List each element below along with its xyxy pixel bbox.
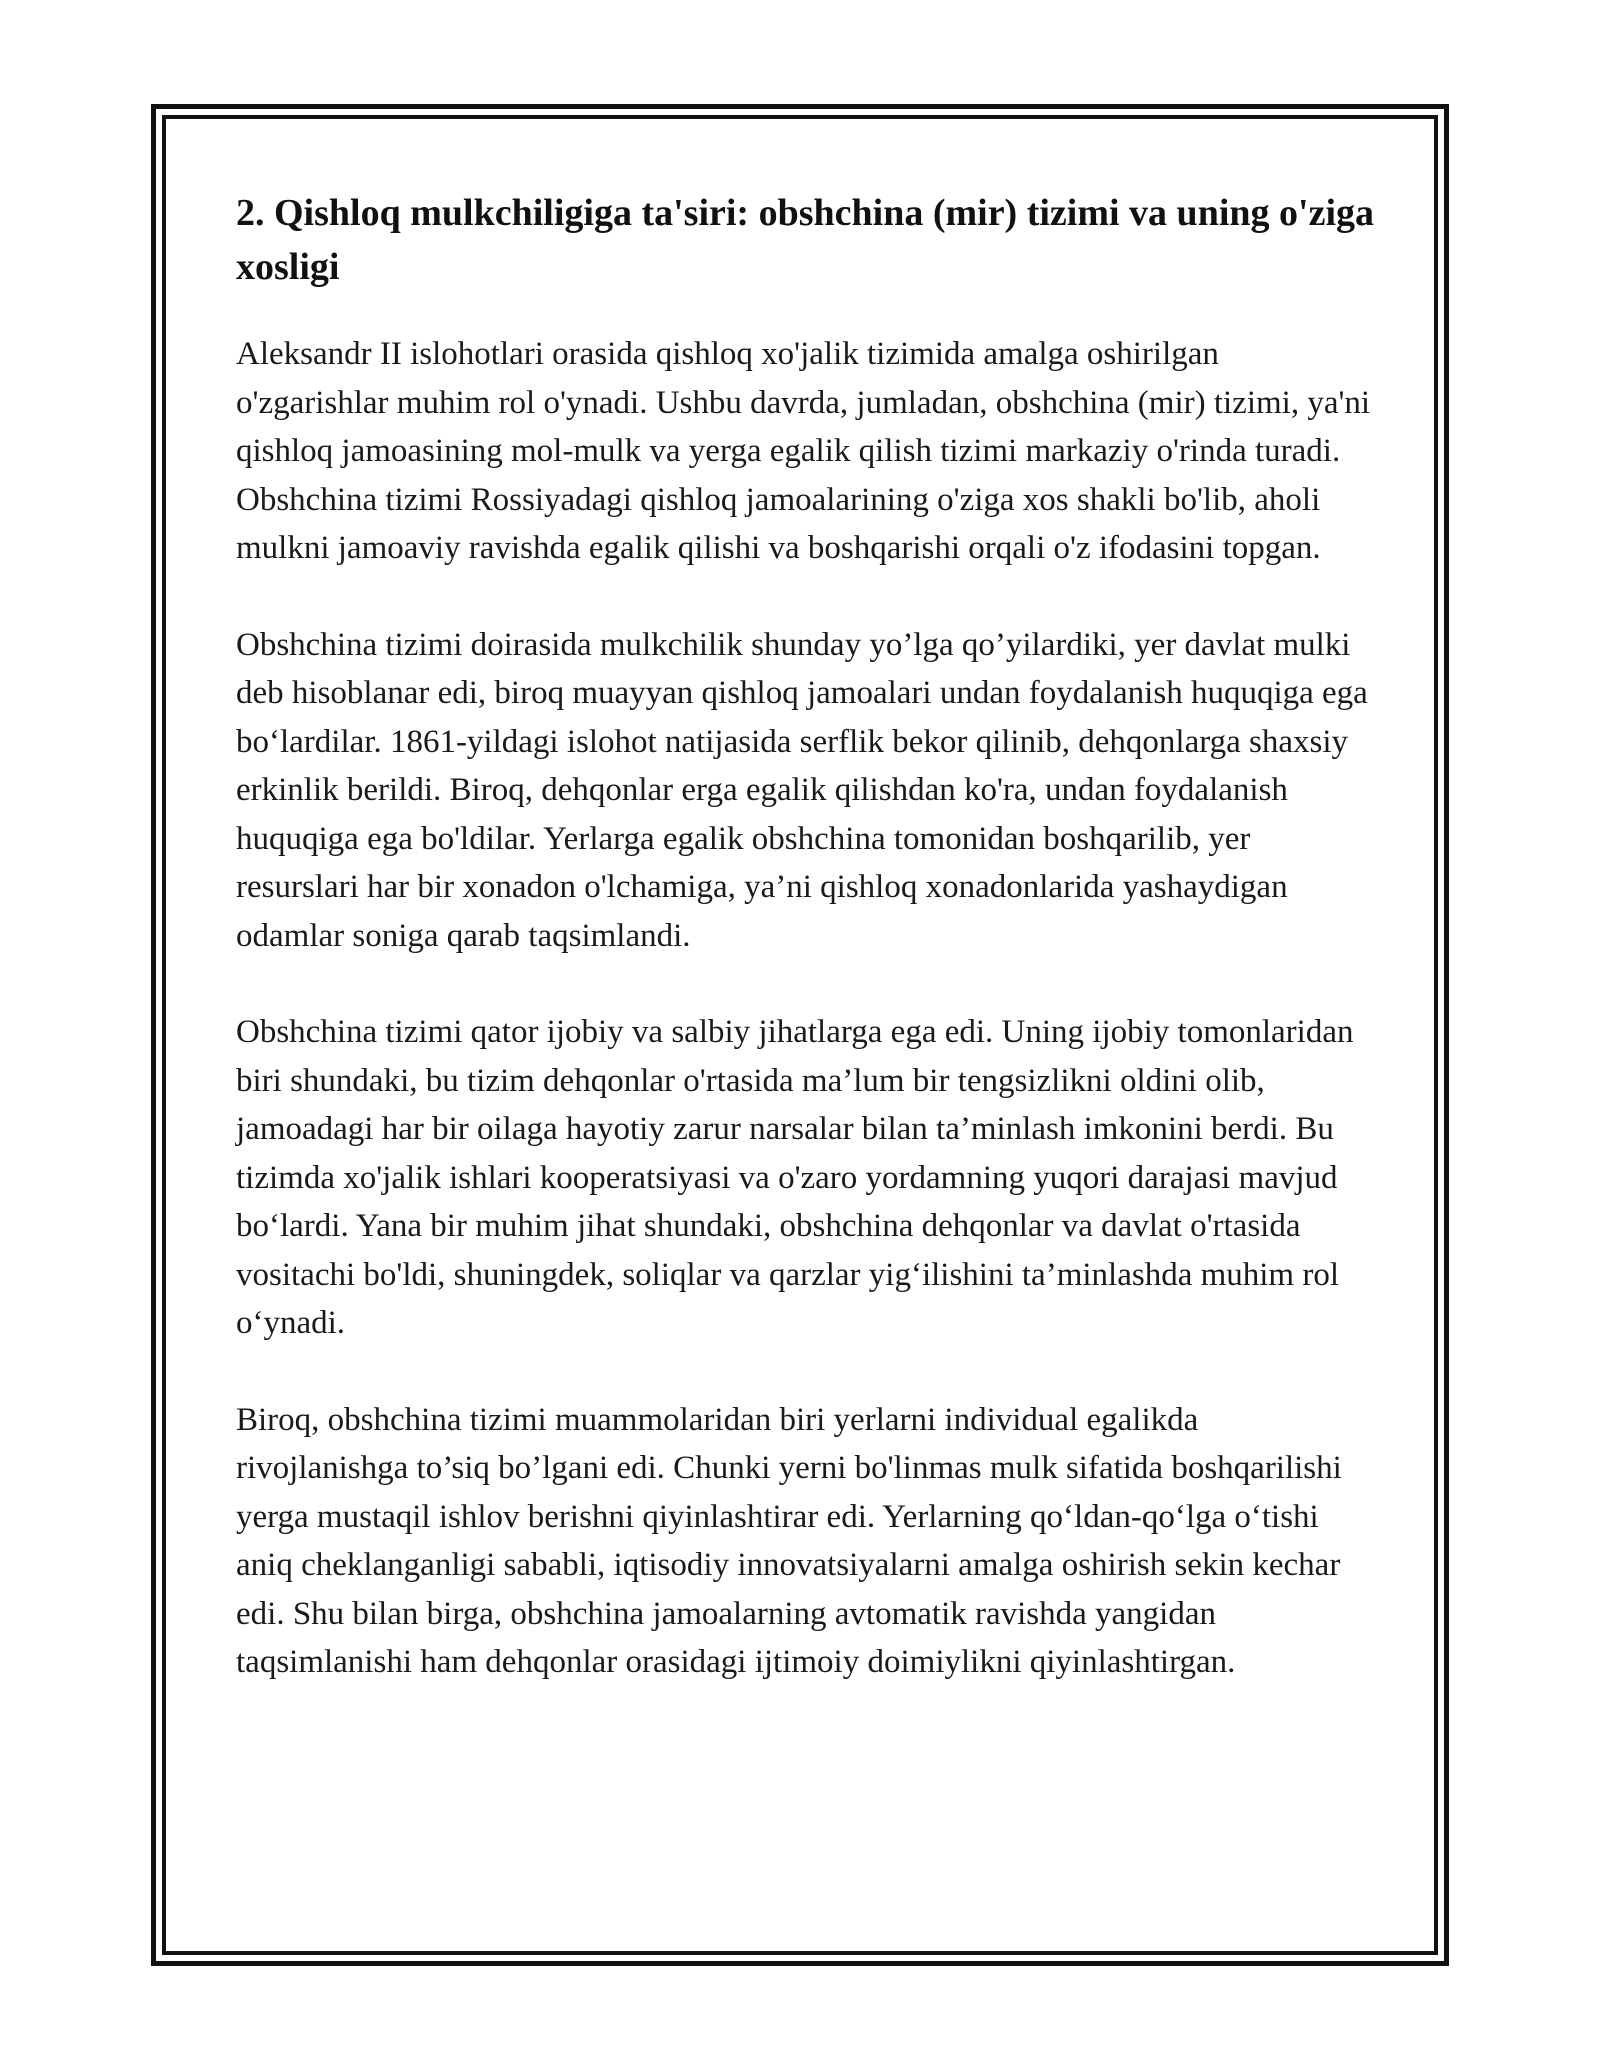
section-title: 2. Qishloq mulkchiligiga ta'siri: obshchina (mir) tizimi va uning o'ziga xosligi [236, 192, 1374, 288]
paragraph-1: Aleksandr II islohotlari orasida qishloq xo'jalik tizimida amalga oshirilgan o'zgarishlar muhim rol o'ynadi. Ushbu davrda, jumladan, obshchina (mir) tizimi, ya'ni qishloq jamoasining mol-mulk va yerga egalik qilish tizimi markaziy o'rinda turadi. Obshchina tizimi Rossiyadagi qishloq jamoalarining o'ziga xos shakli bo'lib, aholi mulkni jamoaviy ravishda egalik qilishi va boshqarishi orqali o'z ifodasini topgan. [236, 336, 1371, 566]
paragraph-3: Obshchina tizimi qator ijobiy va salbiy jihatlarga ega edi. Uning ijobiy tomonlaridan biri shundaki, bu tizim dehqonlar o'rtasida ma’lum bir tengsizlikni oldini olib, jamoadagi har bir oilaga hayotiy zarur narsalar bilan ta’minlash imkonini berdi. Bu tizimda xo'jalik ishlari kooperatsiyasi va o'zaro yordamning yuqori darajasi mavjud bo‘lardi. Yana bir muhim jihat shundaki, obshchina dehqonlar va davlat o'rtasida vositachi bo'ldi, shuningdek, soliqlar va qarzlar yig‘ilishini ta’minlashda muhim rol o‘ynadi. [236, 1014, 1354, 1341]
document-body [236, 186, 1376, 1735]
paragraph-4: Biroq, obshchina tizimi muammolaridan biri yerlarni individual egalikda rivojlanishga to’siq bo’lgani edi. Chunki yerni bo'linmas mulk sifatida boshqarilishi yerga mustaqil ishlov berishni qiyinlashtirar edi. Yerlarning qo‘ldan-qo‘lga o‘tishi aniq cheklanganligi sababli, iqtisodiy innovatsiyalarni amalga oshirish sekin kechar edi. Shu bilan birga, obshchina jamoalarning avtomatik ravishda yangidan taqsimlanishi ham dehqonlar orasidagi ijtimoiy doimiylikni qiyinlashtirgan. [236, 1401, 1342, 1680]
paragraph-2: Obshchina tizimi doirasida mulkchilik shunday yo’lga qo’yilardiki, yer davlat mulki deb hisoblanar edi, biroq muayyan qishloq jamoalari undan foydalanish huquqiga ega bo‘lardilar. 1861-yildagi islohot natijasida serflik bekor qilinib, dehqonlarga shaxsiy erkinlik berildi. Biroq, dehqonlar erga egalik qilishdan ko'ra, undan foydalanish huquqiga ega bo'ldilar. Yerlarga egalik obshchina tomonidan boshqarilib, yer resurslari har bir xonadon o'lchamiga, ya’ni qishloq xonadonlarida yashaydigan odamlar soniga qarab taqsimlandi. [236, 626, 1368, 954]
